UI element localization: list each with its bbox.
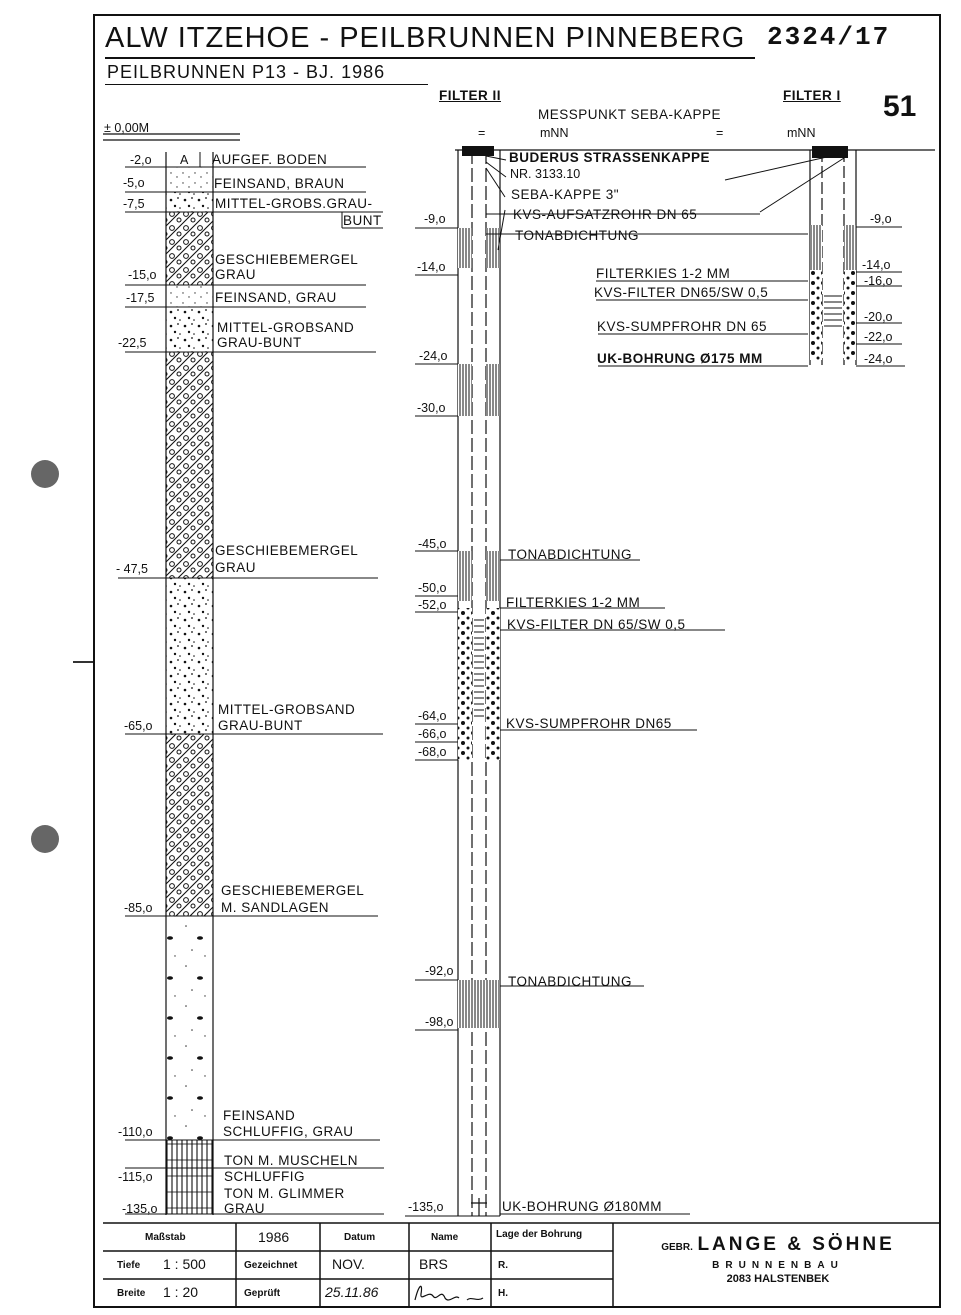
label-ton3: TONABDICHTUNG — [508, 974, 633, 989]
well1-depth: -20,o — [864, 310, 893, 324]
well2-depth: -24,o — [419, 349, 448, 363]
layer-desc: GRAU-BUNT — [217, 335, 302, 350]
well2-depth: -30,o — [417, 401, 446, 415]
company-name-row — [618, 1234, 938, 1256]
drawing-title: ALW ITZEHOE - PEILBRUNNEN PINNEBERG — [105, 22, 746, 54]
well2-depth: -64,o — [418, 709, 447, 723]
layer-depth: -135,o — [122, 1202, 158, 1216]
well1-depth: -24,o — [864, 352, 893, 366]
well2-depth: -135,o — [408, 1200, 444, 1214]
filter2-header: FILTER II — [439, 88, 501, 103]
signature — [411, 1280, 491, 1306]
datum-header: Datum — [344, 1232, 376, 1243]
well2-depth: -92,o — [425, 964, 454, 978]
tiefe-label: Tiefe — [117, 1260, 141, 1271]
layer-depth: -2,o — [130, 153, 152, 167]
f1-label-filterkies: FILTERKIES 1-2 MM — [596, 266, 731, 281]
well2-depth: -68,o — [418, 745, 447, 759]
lage-header: Lage der Bohrung — [496, 1229, 583, 1240]
datum-level: ± 0,00M — [104, 121, 150, 135]
well1-depth: -16,o — [864, 274, 893, 288]
layer-desc: TON M. GLIMMER — [224, 1186, 345, 1201]
gezeichnet-name: BRS — [419, 1256, 448, 1272]
f1-label-filter: KVS-FILTER DN65/SW 0,5 — [594, 285, 769, 300]
layer-desc: GRAU — [215, 560, 257, 575]
mnn-right: mNN — [787, 126, 816, 140]
layer-code: A — [180, 153, 189, 167]
layer-desc: M. SANDLAGEN — [221, 900, 330, 915]
label-sumpf: KVS-SUMPFROHR DN65 — [506, 716, 672, 731]
page-number: 51 — [883, 90, 917, 123]
layer-desc: GESCHIEBEMERGEL — [215, 252, 359, 267]
layer-desc: FEINSAND — [223, 1108, 296, 1123]
label-seba: SEBA-KAPPE 3" — [511, 187, 620, 202]
mnn-left: mNN — [540, 126, 569, 140]
layer-desc: MITTEL-GROBS.GRAU- — [215, 196, 373, 211]
company-address: 2083 HALSTENBEK — [726, 1273, 830, 1285]
document-number: 2324/17 — [767, 22, 891, 52]
layer-desc: FEINSAND, GRAU — [215, 290, 337, 305]
layer-desc: SCHLUFFIG, GRAU — [223, 1124, 354, 1139]
well2-depth: -9,o — [424, 212, 446, 226]
company-block — [618, 1228, 938, 1304]
breite-value: 1 : 20 — [163, 1284, 199, 1300]
breite-label: Breite — [117, 1288, 146, 1299]
well2-depth: -66,o — [418, 727, 447, 741]
label-filter: KVS-FILTER DN 65/SW 0,5 — [507, 617, 686, 632]
label-nr: NR. 3133.10 — [510, 167, 581, 181]
well2-depth: -98,o — [425, 1015, 454, 1029]
layer-desc: SCHLUFFIG — [224, 1169, 306, 1184]
layer-desc: MITTEL-GROBSAND — [218, 702, 356, 717]
geprueft-date: 25.11.86 — [325, 1284, 379, 1300]
layer-desc: GRAU — [224, 1201, 266, 1216]
layer-desc: AUFGEF. BODEN — [212, 152, 328, 167]
layer-depth: -15,o — [128, 268, 157, 282]
layer-depth: -22,5 — [118, 336, 147, 350]
well2-depth: -50,o — [418, 581, 447, 595]
label-ton1: TONABDICHTUNG — [515, 228, 640, 243]
massstab-label: Maßstab — [145, 1232, 186, 1243]
tiefe-value: 1 : 500 — [163, 1256, 206, 1272]
label-buderus: BUDERUS STRASSENKAPPE — [509, 150, 711, 165]
layer-depth: -115,o — [118, 1170, 153, 1184]
eq-left: = — [478, 126, 486, 140]
layer-depth: - 47,5 — [116, 562, 148, 576]
layer-desc: FEINSAND, BRAUN — [214, 176, 345, 191]
year-value: 1986 — [258, 1229, 290, 1245]
well1-depth: -9,o — [870, 212, 892, 226]
title-block — [103, 1222, 941, 1308]
label-ton2: TONABDICHTUNG — [508, 547, 633, 562]
eq-right: = — [716, 126, 724, 140]
label-aufsatz: KVS-AUFSATZROHR DN 65 — [513, 207, 698, 222]
layer-depth: -5,o — [123, 176, 145, 190]
well1-depth: -14,o — [862, 258, 891, 272]
label-uk: UK-BOHRUNG Ø180MM — [502, 1199, 663, 1214]
layer-depth: -17,5 — [126, 291, 155, 305]
f1-label-sumpf: KVS-SUMPFROHR DN 65 — [597, 319, 768, 334]
layer-desc: GESCHIEBEMERGEL — [221, 883, 365, 898]
gezeichnet-label: Gezeichnet — [244, 1260, 298, 1271]
layer-desc: TON M. MUSCHELN — [224, 1153, 359, 1168]
layer-depth: -7,5 — [123, 197, 145, 211]
f1-label-uk: UK-BOHRUNG Ø175 MM — [597, 351, 763, 366]
layer-desc: GRAU — [215, 267, 257, 282]
layer-depth: -65,o — [124, 719, 153, 733]
well2-depth: -52,o — [418, 598, 447, 612]
geprueft-label: Geprüft — [244, 1288, 281, 1299]
messpunkt-label: MESSPUNKT SEBA-KAPPE — [538, 107, 722, 122]
filter1-header: FILTER I — [783, 88, 841, 103]
well2-depth: -45,o — [418, 537, 447, 551]
layer-desc: MITTEL-GROBSAND — [217, 320, 355, 335]
company-prefix: GEBR. — [661, 1242, 693, 1253]
r-label: R. — [498, 1260, 508, 1271]
name-header: Name — [431, 1232, 459, 1243]
well2-depth: -14,o — [417, 260, 446, 274]
layer-desc: BUNT — [343, 213, 382, 228]
layer-desc: GESCHIEBEMERGEL — [215, 543, 359, 558]
company-name: LANGE & SÖHNE — [697, 1234, 895, 1255]
company-subtitle: BRUNNENBAU — [712, 1260, 844, 1271]
layer-desc: GRAU-BUNT — [218, 718, 303, 733]
layer-depth: -85,o — [124, 901, 153, 915]
gezeichnet-date: NOV. — [332, 1256, 365, 1272]
well1-depth: -22,o — [864, 330, 893, 344]
label-filterkies: FILTERKIES 1-2 MM — [506, 595, 641, 610]
drawing-subtitle: PEILBRUNNEN P13 - BJ. 1986 — [107, 62, 386, 82]
h-label: H. — [498, 1288, 508, 1299]
layer-depth: -110,o — [118, 1125, 153, 1139]
